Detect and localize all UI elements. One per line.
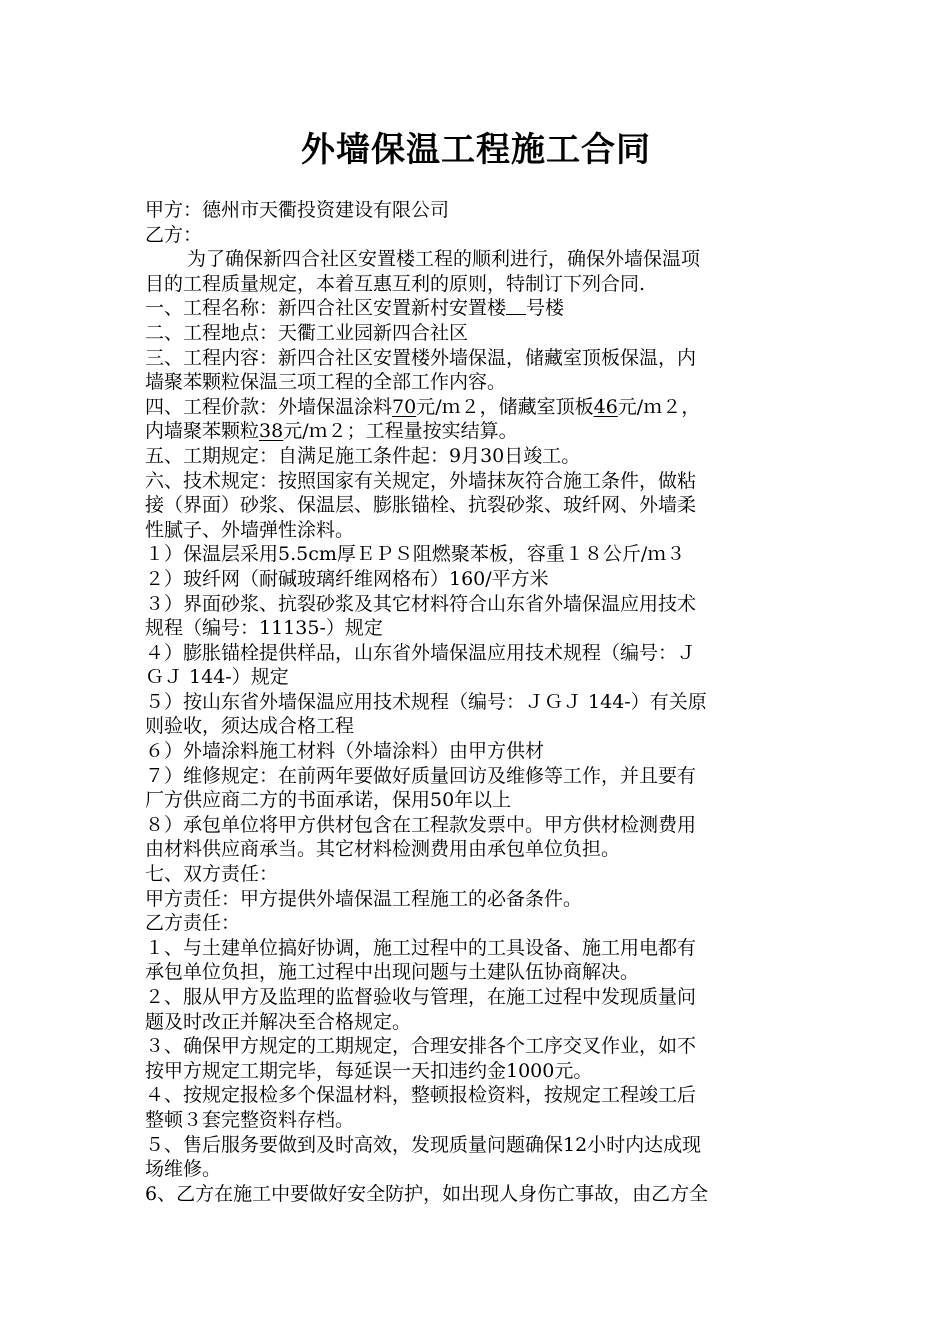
tech-line: ４）膨胀锚栓提供样品，山东省外墙保温应用技术规程（编号：Ｊ xyxy=(145,641,697,664)
project-name xyxy=(145,296,807,321)
tech-line: ３）界面砂浆、抗裂砂浆及其它材料符合山东省外墙保温应用技术 xyxy=(145,592,697,615)
price-text: 四、工程价款：外墙保温涂料 xyxy=(145,395,393,418)
tech-line: ２）玻纤网（耐碱玻璃纤维网格布）160/平方米 xyxy=(145,567,549,590)
building-number-blank xyxy=(506,298,526,315)
responsibility-line: 甲方责任：甲方提供外墙保温工程施工的必备条件。 xyxy=(145,887,583,910)
responsibility-line: ３、确保甲方规定的工期规定，合理安排各个工序交叉作业，如不 xyxy=(145,1035,697,1058)
tech-line: 接（界面）砂浆、保温层、膨胀锚栓、抗裂砂浆、玻纤网、外墙柔 xyxy=(145,494,697,517)
price-exterior-value: 70 xyxy=(392,395,417,418)
party-a: 甲方：德州市天衢投资建设有限公司 xyxy=(145,199,450,221)
project-name-prefix: 一、工程名称：新四合社区安置新村安置楼 xyxy=(145,297,507,320)
price-storage-value: 46 xyxy=(593,395,618,418)
price-text: 元/ｍ２， xyxy=(617,395,701,418)
tech-line: ５）按山东省外墙保温应用技术规程（编号：ＪＧＪ 144-）有关原 xyxy=(145,690,707,713)
project-content-line: 三、工程内容：新四合社区安置楼外墙保温，储藏室顶板保温，内 xyxy=(145,346,697,369)
project-location: 二、工程地点：天衢工业园新四合社区 xyxy=(145,321,469,344)
responsibility-line: ４、按规定报检多个保温材料，整顿报检资料，按规定工程竣工后 xyxy=(145,1084,697,1107)
tech-line: 规程（编号：11135-）规定 xyxy=(145,617,383,640)
contract-page xyxy=(145,122,807,1206)
tech-line: 由材料供应商承当。其它材料检测费用由承包单位负担。 xyxy=(145,838,621,861)
party-b: 乙方： xyxy=(145,223,203,246)
tech-section xyxy=(145,469,807,863)
intro-line: 为了确保新四合社区安置楼工程的顺利进行，确保外墙保温项 xyxy=(187,248,701,271)
price-line xyxy=(145,419,807,444)
tech-line: ＧＪ 144-）规定 xyxy=(145,666,289,689)
responsibility-line: 按甲方规定工期完毕，每延误一天扣违约金1000元。 xyxy=(145,1059,593,1082)
responsibility-line: １、与土建单位搞好协调，施工过程中的工具设备、施工用电都有 xyxy=(145,936,697,959)
price-text: 内墙聚苯颗粒 xyxy=(145,420,260,443)
responsibility-line: 6、乙方在施工中要做好安全防护，如出现人身伤亡事故，由乙方全 xyxy=(145,1182,709,1205)
schedule: 五、工期规定：自满足施工条件起：9月30日竣工。 xyxy=(145,444,581,467)
project-content-line: 墙聚苯颗粒保温三项工程的全部工作内容。 xyxy=(145,371,507,394)
price-text: 元/ｍ２；工程量按实结算。 xyxy=(283,420,518,443)
responsibility-line: ５、售后服务要做到及时高效，发现质量问题确保12小时内达成现 xyxy=(145,1133,702,1156)
tech-line: 性腻子、外墙弹性涂料。 xyxy=(145,518,355,541)
responsibility-line: 承包单位负担，施工过程中出现问题与土建队伍协商解决。 xyxy=(145,961,640,984)
responsibility-section xyxy=(145,862,807,1206)
responsibility-line: 场维修。 xyxy=(145,1158,222,1181)
tech-line: １）保温层采用5.5cm厚ＥＰＳ阻燃聚苯板，容重１８公斤/ｍ３ xyxy=(145,543,686,566)
project-name-suffix: 号楼 xyxy=(526,297,565,320)
responsibility-line: ２、服从甲方及监理的监督验收与管理，在施工过程中发现质量问 xyxy=(145,986,697,1008)
price-interior-value: 38 xyxy=(259,420,284,443)
tech-line: ６）外墙涂料施工材料（外墙涂料）由甲方供材 xyxy=(145,740,545,763)
responsibility-line: 整顿３套完整资料存档。 xyxy=(145,1108,355,1131)
tech-line: 厂方供应商二方的书面承诺，保用50年以上 xyxy=(145,789,512,812)
tech-line: 则验收，须达成合格工程 xyxy=(145,715,355,738)
tech-line: ７）维修规定：在前两年要做好质量回访及维修等工作，并且要有 xyxy=(145,764,697,787)
document-title: 外墙保温工程施工合同 xyxy=(301,130,651,170)
price-line xyxy=(145,395,807,420)
responsibility-line: 乙方责任： xyxy=(145,912,241,935)
responsibility-line: 七、双方责任： xyxy=(145,863,279,886)
tech-line: 六、技术规定：按照国家有关规定，外墙抹灰符合施工条件，做粘 xyxy=(145,469,697,492)
intro-line: 目的工程质量规定，本着互惠互利的原则，特制订下列合同. xyxy=(145,272,646,295)
responsibility-line: 题及时改正并解决至合格规定。 xyxy=(145,1010,412,1033)
tech-line: ８）承包单位将甲方供材包含在工程款发票中。甲方供材检测费用 xyxy=(145,813,697,836)
price-text: 元/ｍ２，储藏室顶板 xyxy=(416,395,594,418)
